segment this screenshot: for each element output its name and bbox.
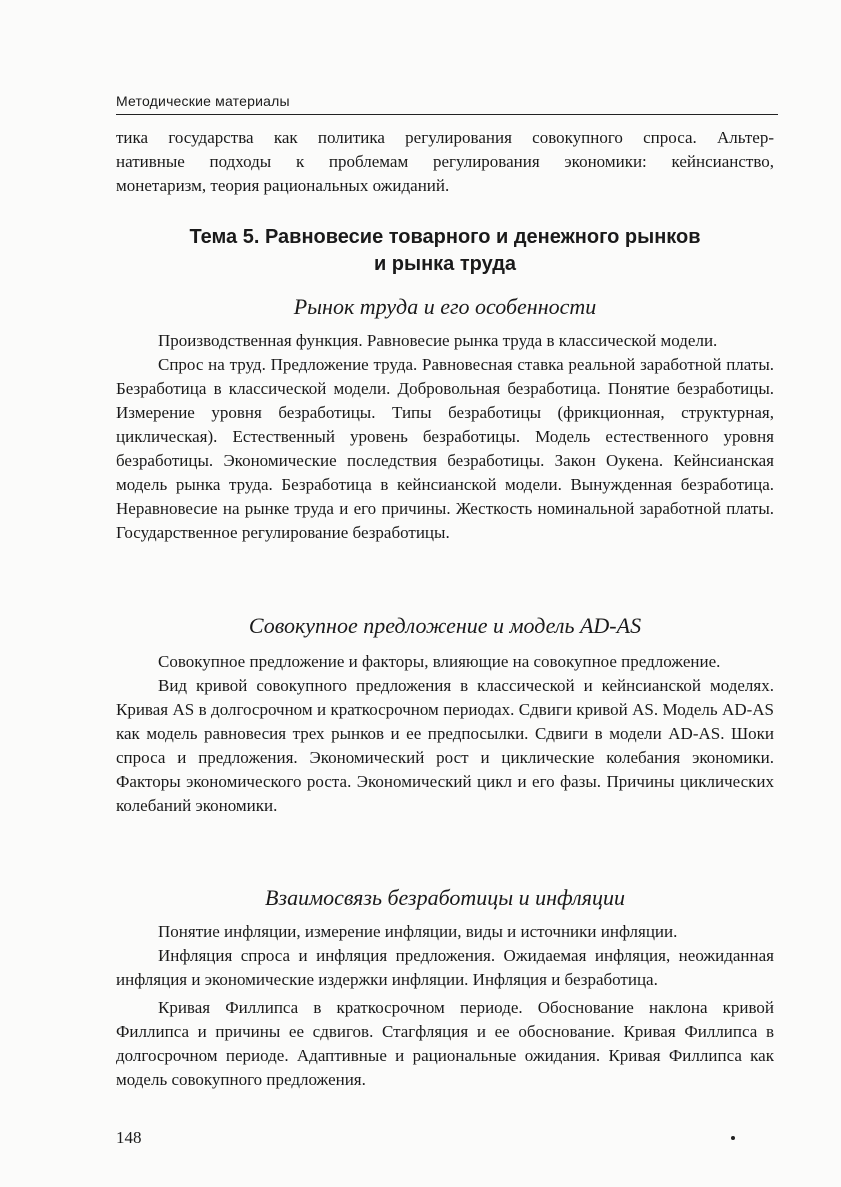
section-body-aggregate-supply bbox=[116, 650, 774, 818]
section-title-labor-market: Рынок труда и его особенности bbox=[293, 294, 597, 319]
intro-line-1: тика государства как политика регулирования совокупного спроса. Альтер- bbox=[116, 128, 774, 147]
topic-title-line-1: Тема 5. Равновесие товарного и денежного рынков bbox=[189, 226, 701, 248]
paragraph: Спрос на труд. Предложение труда. Равновесная ставка реальной заработной платы. Безработица в классической модели. Добровольная безработица. Понятие безработицы. Измерение уровня безработицы. Типы безработицы (фрикционная, структурная, циклическая). Естественный уровень безработицы. Модель естественного уровня безработицы. Экономические последствия безработицы. Закон Оукена. Кейнсианская модель рынка труда. Безработица в кейнсианской модели. Вынужденная безработица. Неравновесие на рынке труда и его причины. Жесткость номинальной заработной платы. Государственное регулирование безработицы. bbox=[116, 355, 774, 542]
intro-line-2: нативные подходы к проблемам регулирования экономики: кейнсианство, bbox=[116, 152, 774, 171]
paragraph: Вид кривой совокупного предложения в классической и кейнсианской моделях. Кривая AS в долгосрочном и краткосрочном периодах. Сдвиги кривой AS. Модель AD-AS как модель равновесия трех рынков и ее предпосылки. Сдвиги в модели AD-AS. Шоки спроса и предложения. Экономический рост и циклические колебания экономики. Факторы экономического роста. Экономический цикл и его фазы. Причины циклических колебаний экономики. bbox=[116, 676, 774, 815]
paragraph: Кривая Филлипса в краткосрочном периоде. Обоснование наклона кривой Филлипса и причины ее сдвигов. Стагфляция и ее обоснование. Кривая Филлипса в долгосрочном периоде. Адаптивные и рациональные ожидания. Кривая Филлипса как модель совокупного предложения. bbox=[116, 998, 774, 1089]
intro-text bbox=[116, 126, 774, 198]
paragraph: Понятие инфляции, измерение инфляции, виды и источники инфляции. bbox=[158, 922, 678, 941]
scan-speck bbox=[731, 1136, 735, 1140]
section-body-labor-market bbox=[116, 329, 774, 545]
running-header: Методические материалы bbox=[116, 93, 290, 109]
intro-line-3: монетаризм, теория рациональных ожиданий. bbox=[116, 176, 450, 195]
section-body-unemployment-inflation bbox=[116, 920, 774, 1092]
paragraph: Инфляция спроса и инфляция предложения. Ожидаемая инфляция, неожиданная инфляция и экономические издержки инфляции. Инфляция и безработица. bbox=[116, 946, 774, 989]
header-divider bbox=[116, 114, 778, 115]
section-title-unemployment-inflation: Взаимосвязь безработицы и инфляции bbox=[265, 885, 625, 910]
page-number: 148 bbox=[116, 1128, 142, 1147]
topic-title-line-2: и рынка труда bbox=[373, 253, 517, 275]
section-title-aggregate-supply: Совокупное предложение и модель AD-AS bbox=[248, 613, 642, 638]
topic-title bbox=[116, 224, 774, 278]
paragraph: Производственная функция. Равновесие рынка труда в классической модели. bbox=[158, 331, 718, 350]
paragraph: Совокупное предложение и факторы, влияющие на совокупное предложение. bbox=[158, 652, 721, 671]
